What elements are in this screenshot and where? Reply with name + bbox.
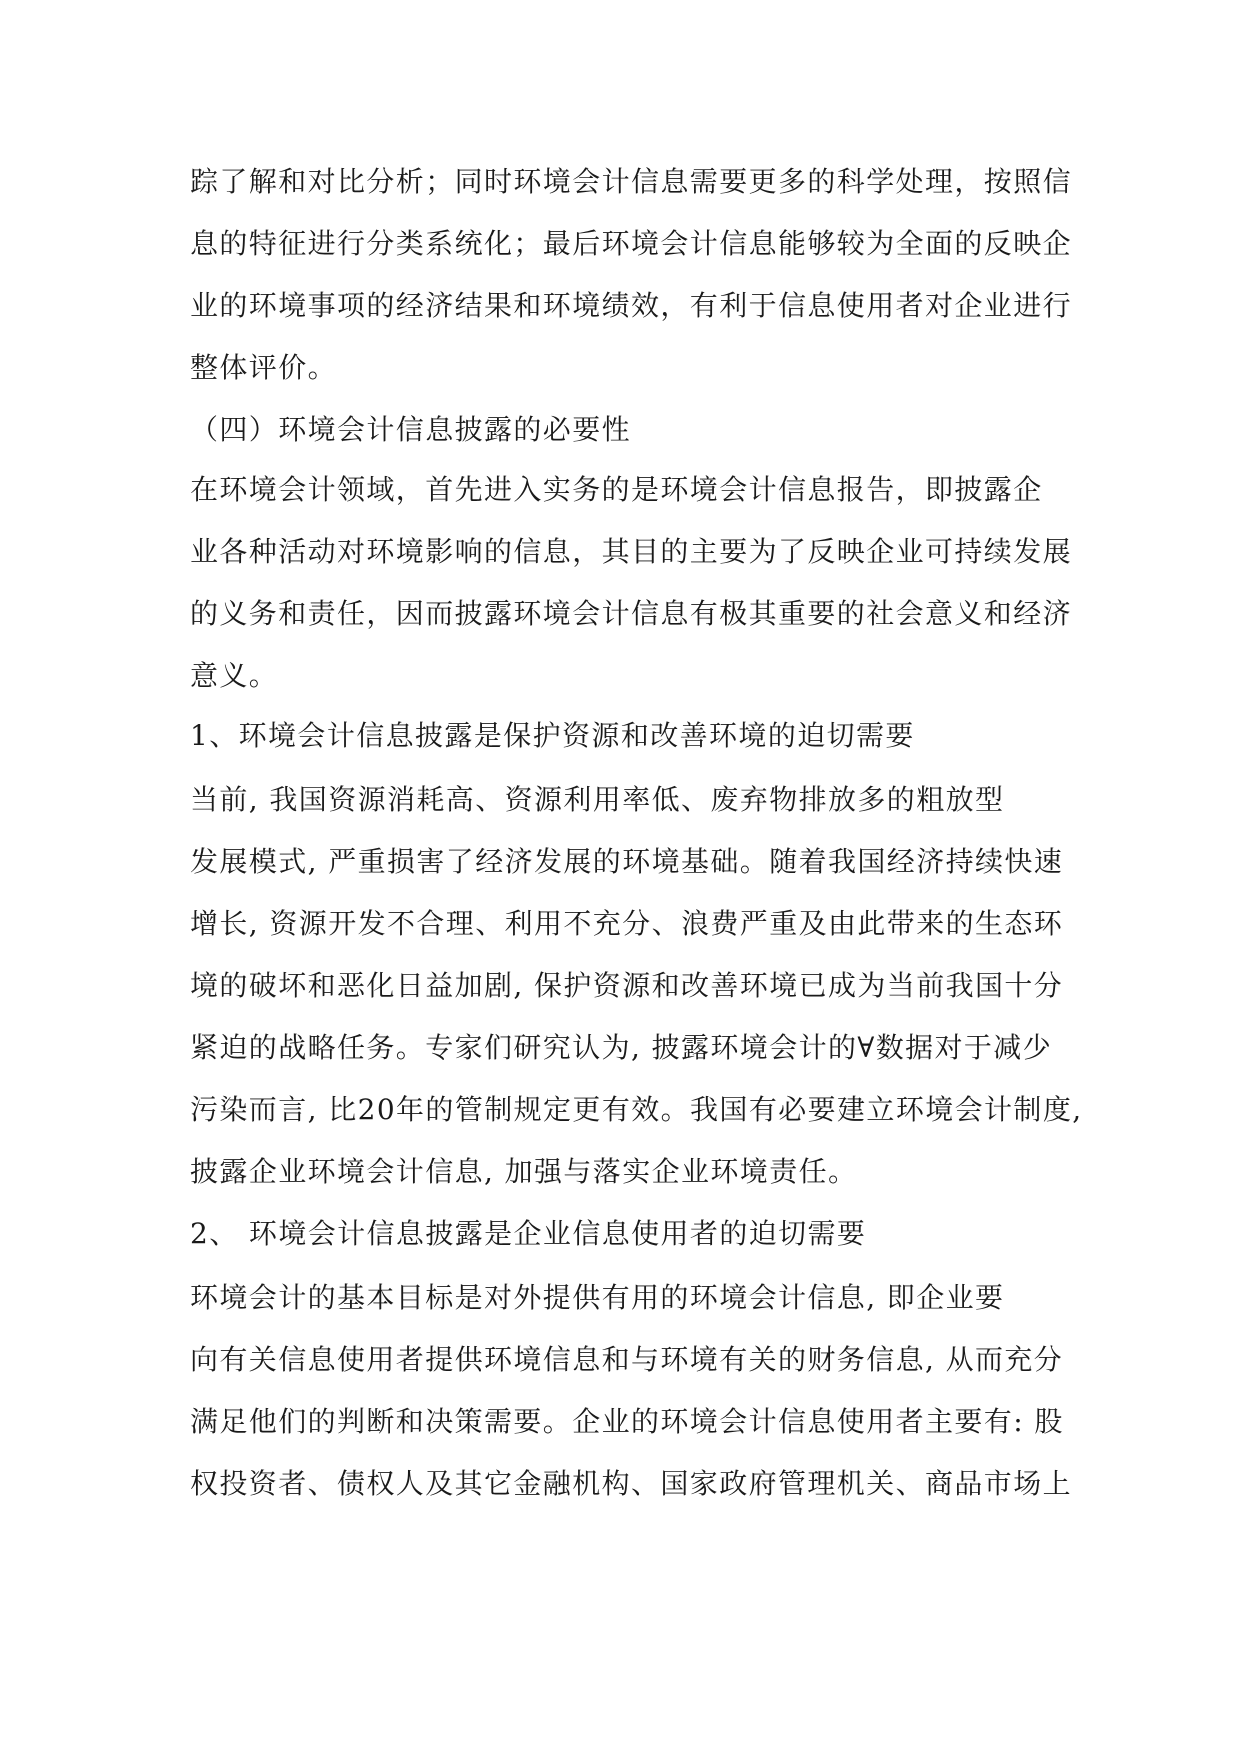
text-line: 业的环境事项的经济结果和环境绩效，有利于信息使用者对企业进行: [190, 289, 1073, 322]
text-line: 的义务和责任，因而披露环境会计信息有极其重要的社会意义和经济: [190, 597, 1073, 630]
text-line: 息的特征进行分类系统化；最后环境会计信息能够较为全面的反映企: [190, 227, 1073, 260]
text-line: 发展模式, 严重损害了经济发展的环境基础。随着我国经济持续快速: [190, 845, 1064, 878]
text-line: 满足他们的判断和决策需要。企业的环境会计信息使用者主要有: 股: [190, 1405, 1064, 1438]
text-line: 当前, 我国资源消耗高、资源利用率低、废弃物排放多的粗放型: [190, 783, 1005, 816]
text-line: 披露企业环境会计信息, 加强与落实企业环境责任。: [190, 1155, 858, 1188]
text-line: 环境会计的基本目标是对外提供有用的环境会计信息, 即企业要: [190, 1281, 1005, 1314]
subsection-heading: 2、 环境会计信息披露是企业信息使用者的迫切需要: [190, 1217, 867, 1250]
text-line: 紧迫的战略任务。专家们研究认为, 披露环境会计的∀数据对于减少: [190, 1031, 1053, 1064]
text-line: 境的破坏和恶化日益加剧, 保护资源和改善环境已成为当前我国十分: [190, 969, 1064, 1002]
text-line: 在环境会计领域，首先进入实务的是环境会计信息报告，即披露企: [190, 473, 1043, 506]
text-line: 污染而言, 比20年的管制规定更有效。我国有必要建立环境会计制度,: [190, 1093, 1083, 1126]
text-line: 业各种活动对环境影响的信息，其目的主要为了反映企业可持续发展: [190, 535, 1073, 568]
text-line: 向有关信息使用者提供环境信息和与环境有关的财务信息, 从而充分: [190, 1343, 1064, 1376]
text-line: 整体评价。: [190, 351, 338, 384]
section-heading: （四）环境会计信息披露的必要性: [190, 413, 632, 446]
subsection-heading: 1、环境会计信息披露是保护资源和改善环境的迫切需要: [190, 719, 915, 752]
text-line: 增长, 资源开发不合理、利用不充分、浪费严重及由此带来的生态环: [190, 907, 1064, 940]
text-line: 权投资者、债权人及其它金融机构、国家政府管理机关、商品市场上: [190, 1467, 1073, 1500]
text-line: 踪了解和对比分析；同时环境会计信息需要更多的科学处理，按照信: [190, 165, 1073, 198]
text-line: 意义。: [190, 659, 279, 692]
